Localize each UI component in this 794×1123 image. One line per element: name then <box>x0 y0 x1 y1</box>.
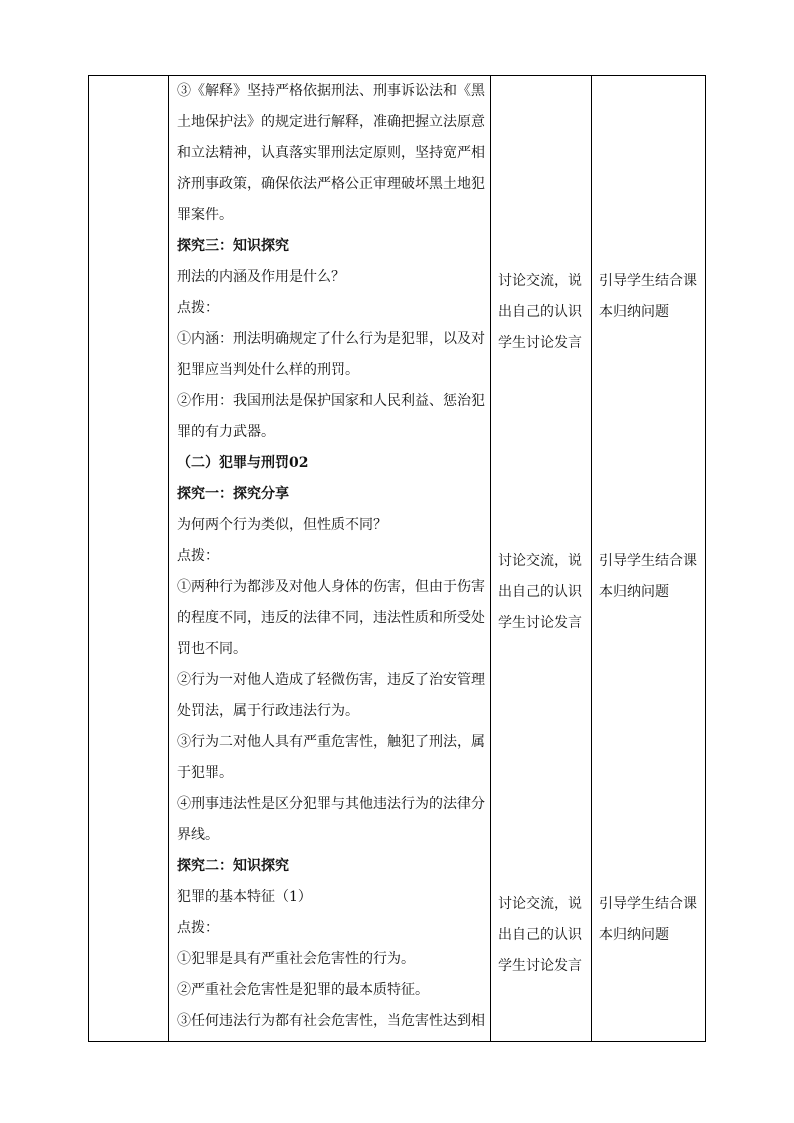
content-line: 罪的有力武器。 <box>177 424 275 440</box>
content-line: ③行为二对他人具有严重危害性，触犯了刑法，属 <box>177 734 485 750</box>
student-activity-text: 出自己的认识 <box>498 304 582 320</box>
content-line: ②行为一对他人造成了轻微伤害，违反了治安管理 <box>177 672 485 688</box>
student-activity-text: 学生讨论发言 <box>498 335 582 351</box>
content-line: ①内涵：刑法明确规定了什么行为是犯罪，以及对 <box>177 331 485 347</box>
content-line: 点拨： <box>177 300 219 316</box>
student-activity-text: 讨论交流，说 <box>498 273 582 289</box>
content-line: 和立法精神，认真落实罪刑法定原则，坚持宽严相 <box>177 145 485 161</box>
column-divider <box>168 76 169 1041</box>
lesson-table <box>88 75 706 1042</box>
content-line: 于犯罪。 <box>177 765 233 781</box>
content-line: 土地保护法》的规定进行解释，准确把握立法原意 <box>177 114 485 130</box>
student-activity-text: 出自己的认识 <box>498 584 582 600</box>
content-line: ①犯罪是具有严重社会危害性的行为。 <box>177 951 415 967</box>
content-line: 的程度不同，违反的法律不同，违法性质和所受处 <box>177 610 485 626</box>
section-heading: 探究一：探究分享 <box>177 486 289 502</box>
design-intent-text: 本归纳问题 <box>599 304 669 320</box>
content-line: ②严重社会危害性是犯罪的最本质特征。 <box>177 982 429 998</box>
student-activity-text: 出自己的认识 <box>498 927 582 943</box>
student-activity-text: 讨论交流，说 <box>498 553 582 569</box>
content-line: 界线。 <box>177 827 219 843</box>
question-line: 为何两个行为类似，但性质不同？ <box>177 517 387 533</box>
design-intent-text: 本归纳问题 <box>599 584 669 600</box>
column-divider <box>591 76 592 1041</box>
content-line: 处罚法，属于行政违法行为。 <box>177 703 359 719</box>
content-line: 济刑事政策，确保依法严格公正审理破坏黑土地犯 <box>177 176 485 192</box>
section-heading: 探究三：知识探究 <box>177 238 289 254</box>
section-heading: （二）犯罪与刑罚02 <box>177 455 309 471</box>
student-activity-text: 学生讨论发言 <box>498 615 582 631</box>
student-activity-text: 学生讨论发言 <box>498 958 582 974</box>
content-line: 点拨： <box>177 920 219 936</box>
content-line: ②作用：我国刑法是保护国家和人民利益、惩治犯 <box>177 393 485 409</box>
content-line: ④刑事违法性是区分犯罪与其他违法行为的法律分 <box>177 796 485 812</box>
column-divider <box>490 76 491 1041</box>
design-intent-text: 引导学生结合课 <box>599 896 697 912</box>
content-line: 罪案件。 <box>177 207 233 223</box>
content-line: ①两种行为都涉及对他人身体的伤害，但由于伤害 <box>177 579 485 595</box>
content-line: 罚也不同。 <box>177 641 247 657</box>
design-intent-text: 本归纳问题 <box>599 927 669 943</box>
content-line: 犯罪应当判处什么样的刑罚。 <box>177 362 359 378</box>
design-intent-text: 引导学生结合课 <box>599 553 697 569</box>
student-activity-text: 讨论交流，说 <box>498 896 582 912</box>
question-line: 犯罪的基本特征（1） <box>177 889 312 905</box>
question-line: 刑法的内涵及作用是什么？ <box>177 269 345 285</box>
content-line: ③任何违法行为都有社会危害性，当危害性达到相 <box>177 1013 485 1029</box>
content-line: ③《解释》坚持严格依据刑法、刑事诉讼法和《黑 <box>177 83 485 99</box>
content-line: 点拨： <box>177 548 219 564</box>
design-intent-text: 引导学生结合课 <box>599 273 697 289</box>
section-heading: 探究二：知识探究 <box>177 858 289 874</box>
